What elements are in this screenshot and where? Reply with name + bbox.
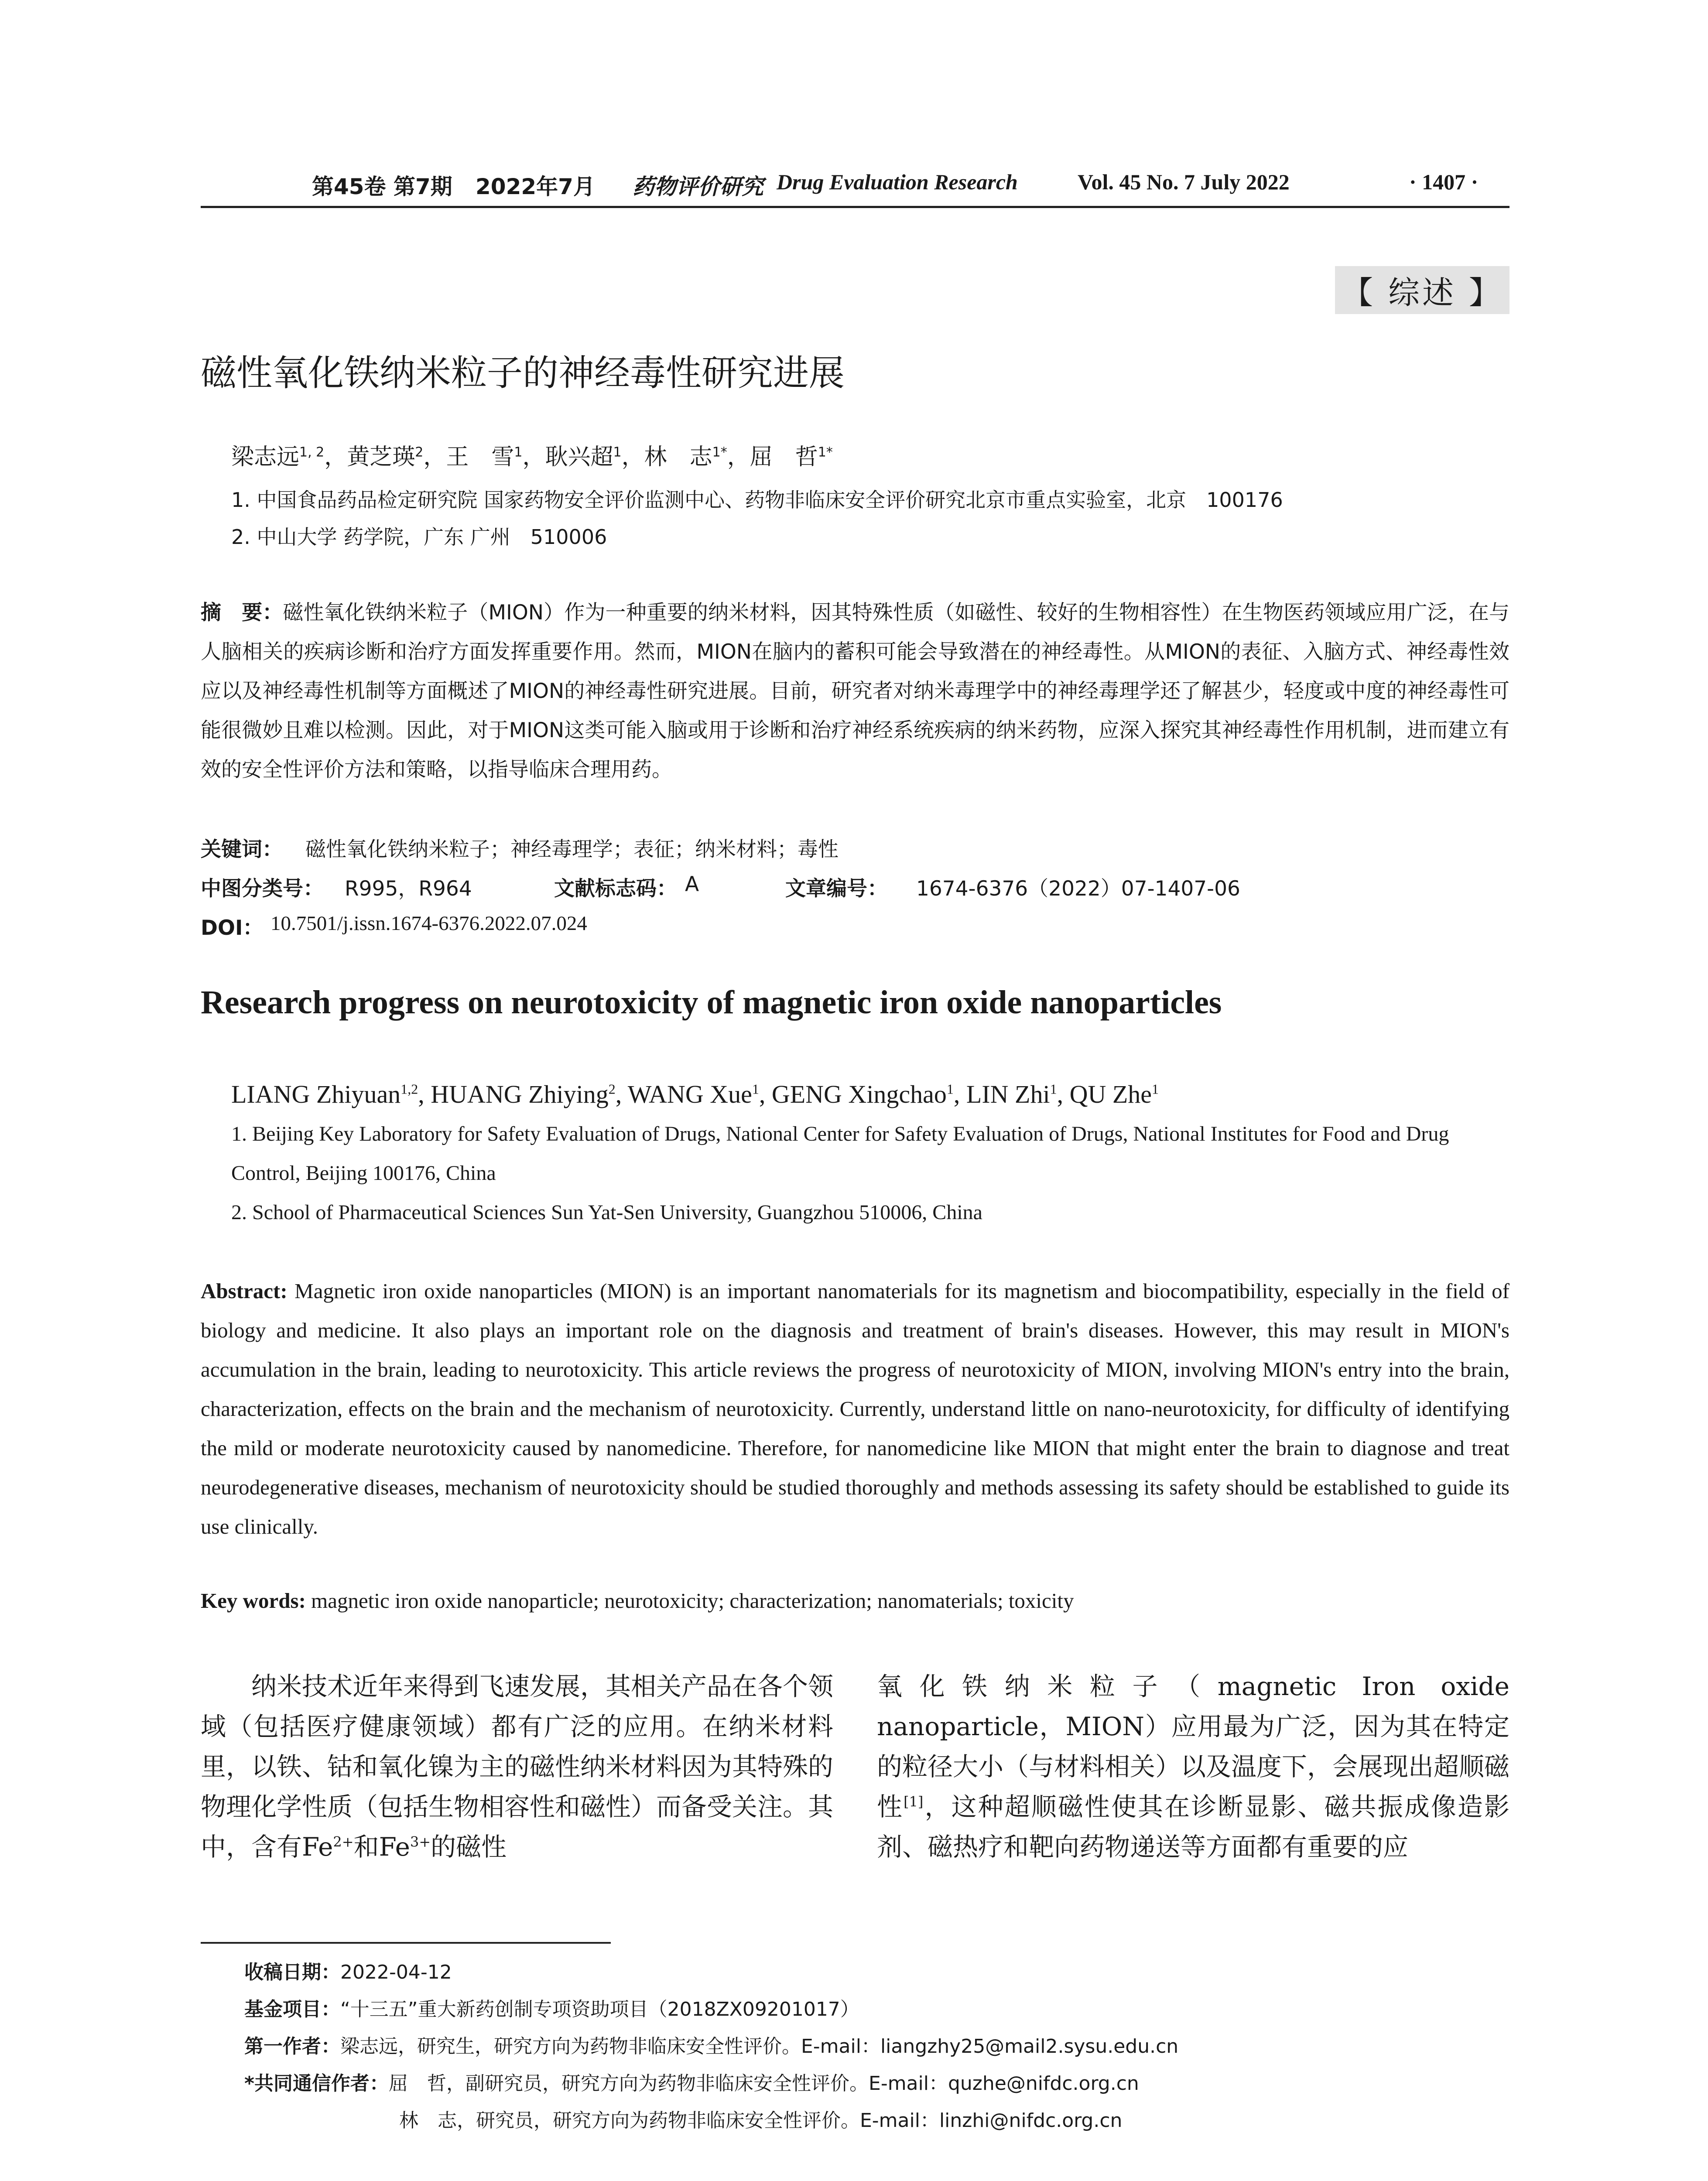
english-affiliation-2: 2. School of Pharmaceutical Sciences Sun Yat-Sen University, Guangzhou 510006, China xyxy=(231,1201,982,1224)
clc-value: R995，R964 xyxy=(345,877,472,901)
corresponding-author-1: 屈 哲，副研究员，研究方向为药物非临床安全性评价。E-mail：quzhe@nifdc.org.cn xyxy=(389,2072,1139,2095)
author-name: LIN Zhi xyxy=(966,1080,1050,1108)
header-journal-en: Drug Evaluation Research xyxy=(777,170,1018,194)
author-name: 屈 哲 xyxy=(750,444,818,470)
author-separator: , xyxy=(953,1080,966,1108)
chinese-affiliation-1: 1. 中国食品药品检定研究院 国家药物安全评价监测中心、药物非临床安全评价研究北京市重点实验室，北京 100176 xyxy=(231,488,1283,512)
body-left-text-a: 纳米技术近年来得到飞速发展，其相关产品在各个领域（包括医疗健康领域）都有广泛的应用。在纳米材料里，以铁、钴和氧化镍为主的磁性纳米材料因为其特殊的物理化学性质（包括生物相容性和磁性）而备受关注。其中，含有Fe xyxy=(201,1672,834,1862)
chinese-keywords-label: 关键词： xyxy=(201,838,283,861)
header-date-cn: 2022年7月 xyxy=(476,174,595,199)
chinese-affiliation-2: 2. 中山大学 药学院，广东 广州 510006 xyxy=(231,525,607,549)
article-number-label: 文章编号： xyxy=(785,877,888,901)
author-separator: , xyxy=(759,1080,772,1108)
body-column-right xyxy=(877,1666,1509,1867)
chinese-abstract xyxy=(201,593,1509,790)
header-volume-cn: 第45卷 第7期 xyxy=(312,174,452,199)
chinese-abstract-label: 摘 要： xyxy=(201,601,283,625)
english-keywords xyxy=(201,1581,1509,1620)
author-affiliation-marker: 1, 2 xyxy=(299,444,325,460)
author-name: 王 雪 xyxy=(446,444,514,470)
footnote-first-author xyxy=(244,2031,1178,2058)
article-number-value: 1674-6376（2022）07-1407-06 xyxy=(916,877,1240,901)
fe3-superscript: 3+ xyxy=(410,1833,431,1850)
header-volume-en: Vol. 45 No. 7 July 2022 xyxy=(1078,170,1290,194)
chinese-authors xyxy=(231,438,833,471)
author-affiliation-marker: 1,2 xyxy=(400,1081,418,1097)
footnote-rule xyxy=(201,1942,611,1944)
chinese-title: 磁性氧化铁纳米粒子的神经毒性研究进展 xyxy=(201,352,845,394)
fe2-superscript: 2+ xyxy=(333,1833,354,1850)
footnote-corresponding xyxy=(244,2068,1139,2096)
body-left-text-c: 的磁性 xyxy=(431,1832,507,1862)
author-name: WANG Xue xyxy=(627,1080,752,1108)
author-separator: ， xyxy=(423,444,446,470)
citation-ref-1[interactable]: [1] xyxy=(904,1793,924,1810)
received-label: 收稿日期： xyxy=(244,1961,340,1983)
author-name: 耿兴超 xyxy=(545,444,613,470)
chinese-keywords-text: 磁性氧化铁纳米粒子；神经毒理学；表征；纳米材料；毒性 xyxy=(305,838,839,861)
english-keywords-text: magnetic iron oxide nanoparticle; neurotoxicity; characterization; nanomaterials; toxicity xyxy=(311,1589,1074,1613)
section-tag: 【 综述 】 xyxy=(1335,266,1509,314)
english-abstract xyxy=(201,1272,1509,1546)
english-affiliation-1: 1. Beijing Key Laboratory for Safety Evaluation of Drugs, National Center for Safety Evaluation of Drugs, National Institutes for Food and Drug Control, Beijing 100176, China xyxy=(231,1122,1449,1185)
chinese-abstract-text: 磁性氧化铁纳米粒子（MION）作为一种重要的纳米材料，因其特殊性质（如磁性、较好的生物相容性）在生物医药领域应用广泛，在与人脑相关的疾病诊断和治疗方面发挥重要作用。然而，MION在脑内的蓄积可能会导致潜在的神经毒性。从MION的表征、入脑方式、神经毒性效应以及神经毒性机制等方面概述了MION的神经毒性研究进展。目前，研究者对纳米毒理学中的神经毒理学还了解甚少，轻度或中度的神经毒性可能很微妙且难以检测。因此，对于MION这类可能入脑或用于诊断和治疗神经系统疾病的纳米药物，应深入探究其神经毒性作用机制，进而建立有效的安全性评价方法和策略，以指导临床合理用药。 xyxy=(201,601,1509,782)
author-affiliation-marker: 1 xyxy=(752,1081,759,1097)
doi-label: DOI： xyxy=(201,916,264,940)
author-separator: ， xyxy=(324,444,347,470)
english-keywords-label: Key words: xyxy=(201,1589,306,1613)
english-title: Research progress on neurotoxicity of magnetic iron oxide nanoparticles xyxy=(201,984,1222,1021)
author-affiliation-marker: 1 xyxy=(1050,1081,1057,1097)
author-name: GENG Xingchao xyxy=(771,1080,947,1108)
author-affiliation-marker: 1 xyxy=(1152,1081,1159,1097)
author-affiliation-marker: 1* xyxy=(818,444,833,460)
author-separator: ， xyxy=(522,444,545,470)
author-affiliation-marker: 1* xyxy=(712,444,727,460)
author-affiliation-marker: 1 xyxy=(613,444,622,460)
body-right-text-a: 氧化铁纳米粒子（magnetic Iron oxide nanoparticle，MION）应用最为广泛，因为其在特定的粒径大小（与材料相关）以及温度下，会展现出超顺磁性 xyxy=(877,1672,1510,1822)
corresponding-label: *共同通信作者： xyxy=(244,2072,389,2095)
fund-label: 基金项目： xyxy=(244,1998,340,2020)
author-name: LIANG Zhiyuan xyxy=(231,1080,401,1108)
author-name: 林 志 xyxy=(644,444,712,470)
clc-label: 中图分类号： xyxy=(201,877,324,901)
author-name: QU Zhe xyxy=(1069,1080,1152,1108)
classification-line xyxy=(201,872,1509,899)
english-abstract-label: Abstract: xyxy=(201,1279,288,1303)
header-page-number: · 1407 · xyxy=(1409,170,1479,194)
header-journal-cn: 药物评价研究 xyxy=(633,174,763,199)
author-separator: ， xyxy=(621,444,644,470)
author-affiliation-marker: 2 xyxy=(608,1081,616,1097)
body-column-left xyxy=(201,1666,833,1867)
author-name: 黄芝瑛 xyxy=(347,444,415,470)
author-affiliation-marker: 1 xyxy=(514,444,523,460)
author-separator: , xyxy=(418,1080,431,1108)
author-affiliation-marker: 1 xyxy=(946,1081,954,1097)
footnote-received xyxy=(244,1956,452,1984)
author-name: HUANG Zhiying xyxy=(431,1080,609,1108)
author-separator: , xyxy=(1057,1080,1070,1108)
body-right-text-b: ，这种超顺磁性使其在诊断显影、磁共振成像造影剂、磁热疗和靶向药物递送等方面都有重要的应 xyxy=(877,1792,1509,1862)
doc-code-value: A xyxy=(685,872,699,896)
header-rule xyxy=(201,206,1509,208)
author-name: 梁志远 xyxy=(231,444,300,470)
english-authors xyxy=(231,1080,1159,1109)
author-separator: ， xyxy=(727,444,750,470)
author-separator: , xyxy=(615,1080,628,1108)
english-abstract-text: Magnetic iron oxide nanoparticles (MION) is an important nanomaterials for its magnetism and biocompatibility, especially in the field of biology and medicine. It also plays an important role on the diagnosis and treatment of brain's diseases. However, this may result in MION's accumulation in the brain, leading to neurotoxicity. This article reviews the progress of neurotoxicity of MION, involving MION's entry into the brain, characterization, effects on the brain and the mechanism of neurotoxicity. Currently, understand little on nano-neurotoxicity, for difficulty of identifying the mild or moderate neurotoxicity caused by nanomedicine. Therefore, for nanomedicine like MION that might enter the brain to diagnose and treat neurodegenerative diseases, mechanism of neurotoxicity should be studied thoroughly and methods assessing its safety should be established to guide its use clinically. xyxy=(201,1279,1510,1538)
doc-code-label: 文献标志码： xyxy=(554,877,677,901)
author-affiliation-marker: 2 xyxy=(415,444,424,460)
first-author-label: 第一作者： xyxy=(244,2035,340,2058)
first-author-text: 梁志远，研究生，研究方向为药物非临床安全性评价。E-mail：liangzhy25@mail2.sysu.edu.cn xyxy=(340,2035,1179,2058)
footnote-corresponding-2: 林 志，研究员，研究方向为药物非临床安全性评价。E-mail：linzhi@nifdc.org.cn xyxy=(399,2109,1123,2132)
received-date: 2022-04-12 xyxy=(340,1961,452,1983)
footnote-fund xyxy=(244,1993,859,2021)
doi-line xyxy=(201,912,1509,938)
fund-text: “十三五”重大新药创制专项资助项目（2018ZX09201017） xyxy=(340,1998,859,2020)
body-left-text-b: 和Fe xyxy=(353,1832,410,1862)
running-header xyxy=(201,169,1509,200)
doi-value[interactable]: 10.7501/j.issn.1674-6376.2022.07.024 xyxy=(270,912,587,935)
